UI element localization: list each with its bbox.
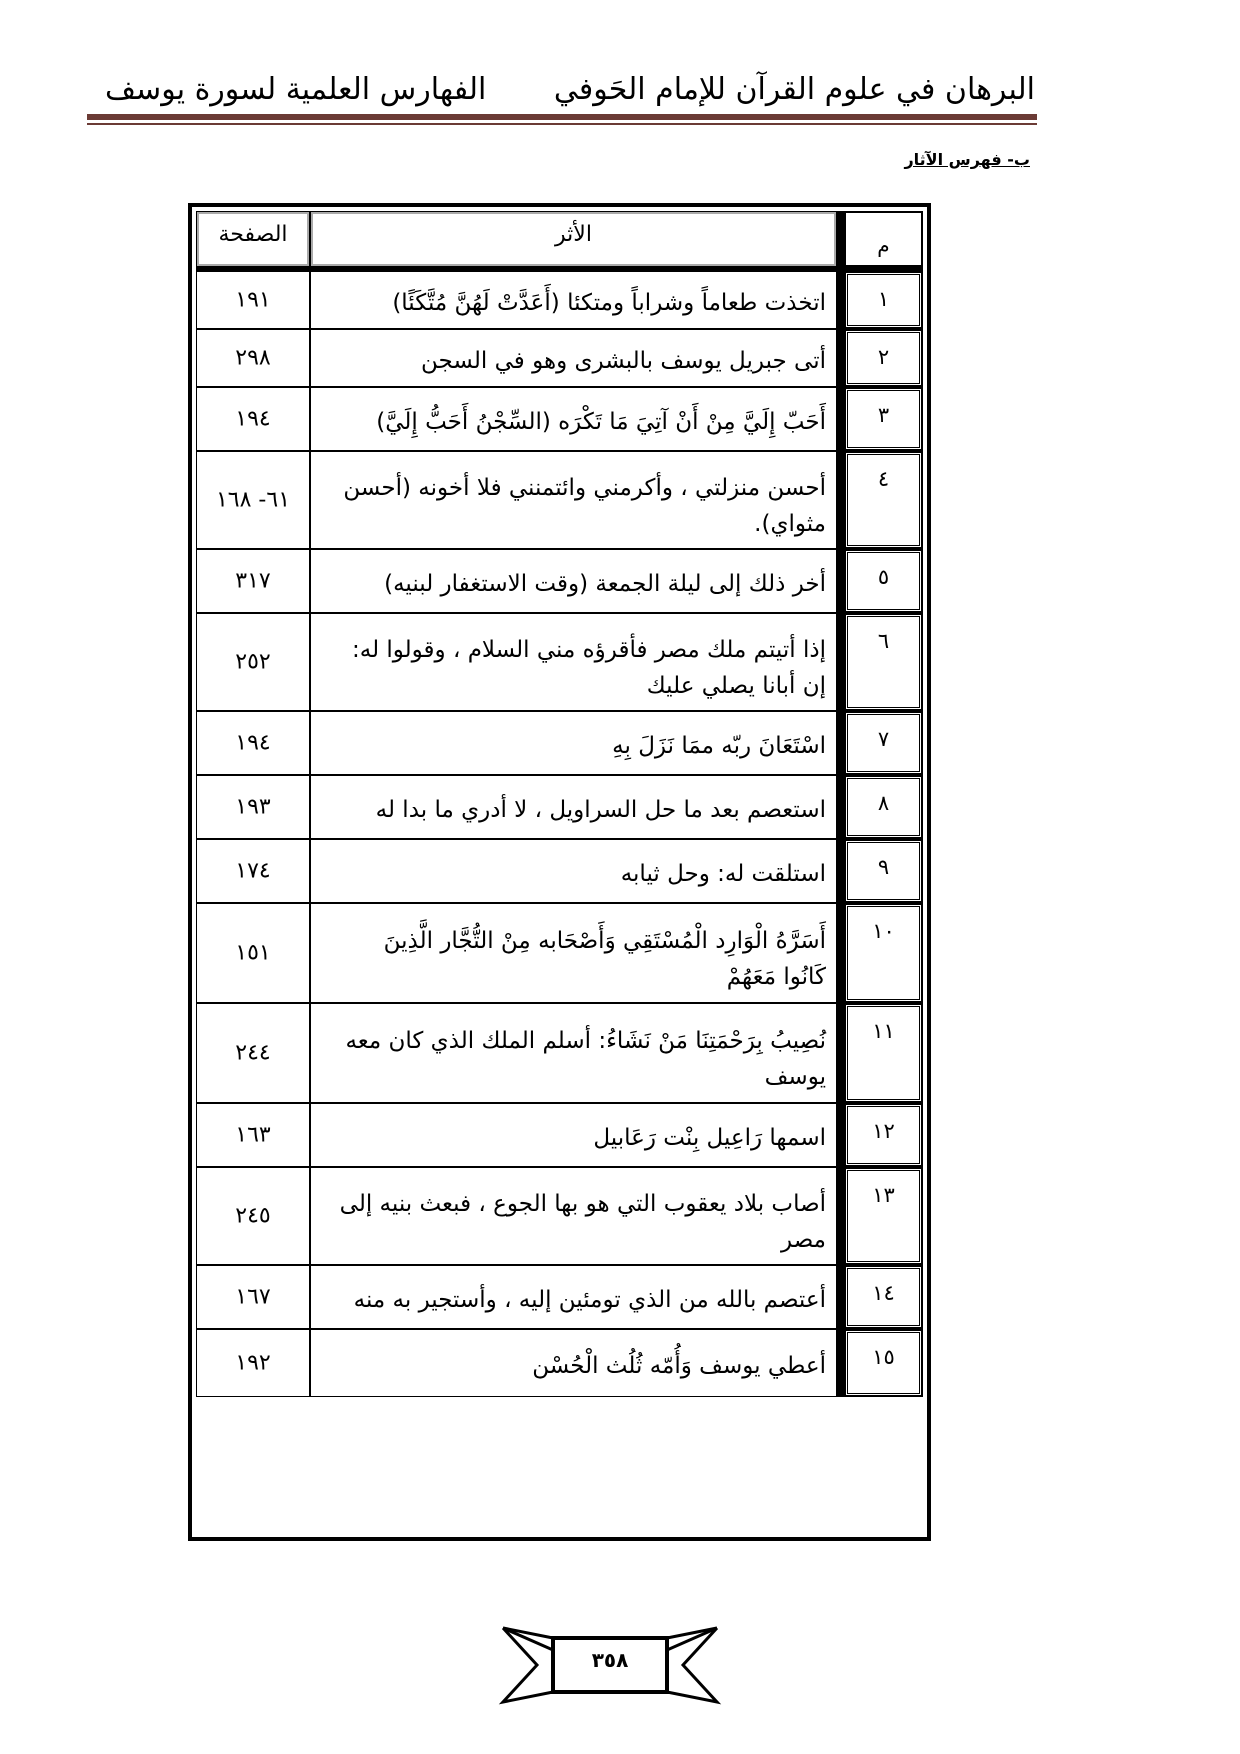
column-separator [837,271,844,329]
column-separator [837,839,844,903]
index-title: الفهارس العلمية لسورة يوسف [105,72,487,107]
page-ref: ٢٩٨ [235,345,271,371]
athar-cell [310,903,837,1003]
column-separator [837,1103,844,1167]
page-ref: ١٦٧ [235,1284,271,1310]
row-number: ٨ [877,791,890,815]
page-footer-banner [495,1620,725,1710]
table-row [196,775,923,839]
athar-text: أتى جبريل يوسف بالبشرى وهو في السجن [421,347,826,374]
page-cell [196,613,310,711]
athar-text: استلقت له: وحل ثيابه [620,860,826,887]
header-num-cell [844,211,923,267]
header-athar-cell [310,211,837,267]
row-number: ٦ [877,629,890,653]
row-number: ٧ [877,727,890,751]
column-separator [837,1329,844,1397]
num-cell [844,1265,923,1329]
athar-cell [310,451,837,549]
athar-text: اسْتَعَانَ ربّه ممَا نَزَلَ بِهِ [612,732,826,759]
table-row [196,329,923,387]
table-row [196,613,923,711]
num-cell [844,1103,923,1167]
row-number: ١ [877,287,890,311]
page-ref: ٢٤٥ [235,1203,271,1229]
num-cell [844,271,923,329]
column-separator [837,1003,844,1103]
num-cell [844,1003,923,1103]
athar-cell [310,387,837,451]
row-number: ١٣ [872,1183,895,1207]
athar-cell [310,711,837,775]
num-cell [844,903,923,1003]
table-row [196,1003,923,1103]
table-row [196,1167,923,1265]
page-ref: ١٩٤ [235,730,271,756]
athar-cell [310,549,837,613]
page-cell [196,775,310,839]
athar-text: أَحَبّ إِلَيَّ مِنْ أَنْ آتِيَ مَا تَكْرَه (السِّجْنُ أَحَبُّ إِلَيَّ) [376,408,826,435]
page-number: ٣٥٨ [591,1648,629,1672]
page-ref: ٢٥٢ [235,649,271,675]
column-separator [837,775,844,839]
athar-text: أحسن منزلتي ، وأكرمني وائتمنني فلا أخونه (أحسن مثواي). [343,474,826,537]
page-cell [196,451,310,549]
page-cell [196,271,310,329]
column-separator [837,329,844,387]
column-separator [837,211,844,267]
row-number: ١١ [872,1019,895,1043]
num-cell [844,549,923,613]
athar-cell [310,613,837,711]
page-cell [196,387,310,451]
page-ref: ٢٤٤ [235,1040,271,1066]
row-number: ٢ [877,345,890,369]
header-athar-label: الأثر [555,222,592,247]
num-cell [844,613,923,711]
section-title: ب- فهرس الآثار [904,150,1030,169]
table-row [196,839,923,903]
page-cell [196,1265,310,1329]
table-header-row [196,211,923,267]
athar-text: أَسَرَّهُ الْوَارِد الْمُسْتَقِي وَأَصْحَابه مِنْ التُّجَّار الَّذِينَ كَانُوا مَعَهُمْ [383,927,826,990]
page-ref: ١٩٢ [235,1350,271,1376]
page-ref: ١٩٣ [235,794,271,820]
athar-cell [310,1265,837,1329]
book-title: البرهان في علوم القرآن للإمام الحَوفي [553,72,1035,107]
athar-cell [310,839,837,903]
header-page-cell [196,211,310,267]
page-ref: ١٩١ [235,287,271,313]
num-cell [844,775,923,839]
page-ref: ٣١٧ [235,568,271,594]
num-cell [844,839,923,903]
row-number: ٩ [877,855,890,879]
header-num-label: م [877,233,890,257]
column-separator [837,451,844,549]
num-cell [844,1167,923,1265]
athar-text: أعطي يوسف وَأُمّه ثُلُث الْحُسْن [532,1352,826,1379]
athar-table [188,203,931,1541]
row-number: ١٤ [872,1281,895,1305]
table-row [196,1103,923,1167]
table-row [196,271,923,329]
athar-text: نُصِيبُ بِرَحْمَتِنَا مَنْ نَشَاءُ: أسلم الملك الذي كان معه يوسف [345,1027,826,1090]
page-cell [196,711,310,775]
table-row [196,549,923,613]
num-cell [844,329,923,387]
num-cell [844,387,923,451]
athar-cell [310,1103,837,1167]
page-cell [196,1167,310,1265]
table-row [196,903,923,1003]
athar-text: أعتصم بالله من الذي تومئين إليه ، وأستجير به منه [353,1286,826,1313]
athar-cell [310,329,837,387]
page-ref: ٦١- ١٦٨ [215,487,291,513]
page-ref: ١٦٣ [235,1122,271,1148]
athar-cell [310,1003,837,1103]
athar-text: أصاب بلاد يعقوب التي هو بها الجوع ، فبعث بنيه إلى مصر [339,1190,826,1253]
column-separator [837,549,844,613]
header-rule-thick [87,114,1037,120]
page-cell [196,839,310,903]
athar-cell [310,271,837,329]
column-separator [837,711,844,775]
row-number: ١٥ [872,1345,895,1369]
athar-text: اتخذت طعاماً وشراباً ومتكئا (أَعَدَّتْ لَهُنَّ مُتَّكَئًا) [392,289,826,316]
page-cell [196,329,310,387]
row-number: ٣ [877,403,890,427]
page-cell [196,1103,310,1167]
athar-text: أخر ذلك إلى ليلة الجمعة (وقت الاستغفار لبنيه) [384,570,826,597]
athar-cell [310,775,837,839]
page-cell [196,549,310,613]
column-separator [837,1167,844,1265]
athar-text: اسمها رَاعِيل بِنْت رَعَابيل [593,1124,826,1151]
num-cell [844,451,923,549]
athar-table-grid [196,211,923,1533]
athar-cell [310,1167,837,1265]
table-row [196,1265,923,1329]
num-cell [844,711,923,775]
table-row [196,1329,923,1397]
athar-cell [310,1329,837,1397]
row-number: ١٠ [872,919,895,943]
header-page-label: الصفحة [218,222,288,247]
row-number: ١٢ [872,1119,895,1143]
table-row [196,451,923,549]
row-number: ٥ [877,565,890,589]
page-cell [196,903,310,1003]
column-separator [837,387,844,451]
column-separator [837,1265,844,1329]
page-cell [196,1329,310,1397]
column-separator [837,613,844,711]
num-cell [844,1329,923,1397]
page-ref: ١٥١ [235,940,271,966]
table-row [196,387,923,451]
row-number: ٤ [877,467,890,491]
column-separator [837,903,844,1003]
table-row [196,711,923,775]
page-ref: ١٩٤ [235,406,271,432]
athar-text: إذا أتيتم ملك مصر فأقرؤه مني السلام ، وقولوا له: إن أبانا يصلي عليك [351,636,826,699]
page-ref: ١٧٤ [235,858,271,884]
header-rule-thin [87,123,1037,125]
athar-text: استعصم بعد ما حل السراويل ، لا أدري ما بدا له [375,796,826,823]
page-cell [196,1003,310,1103]
